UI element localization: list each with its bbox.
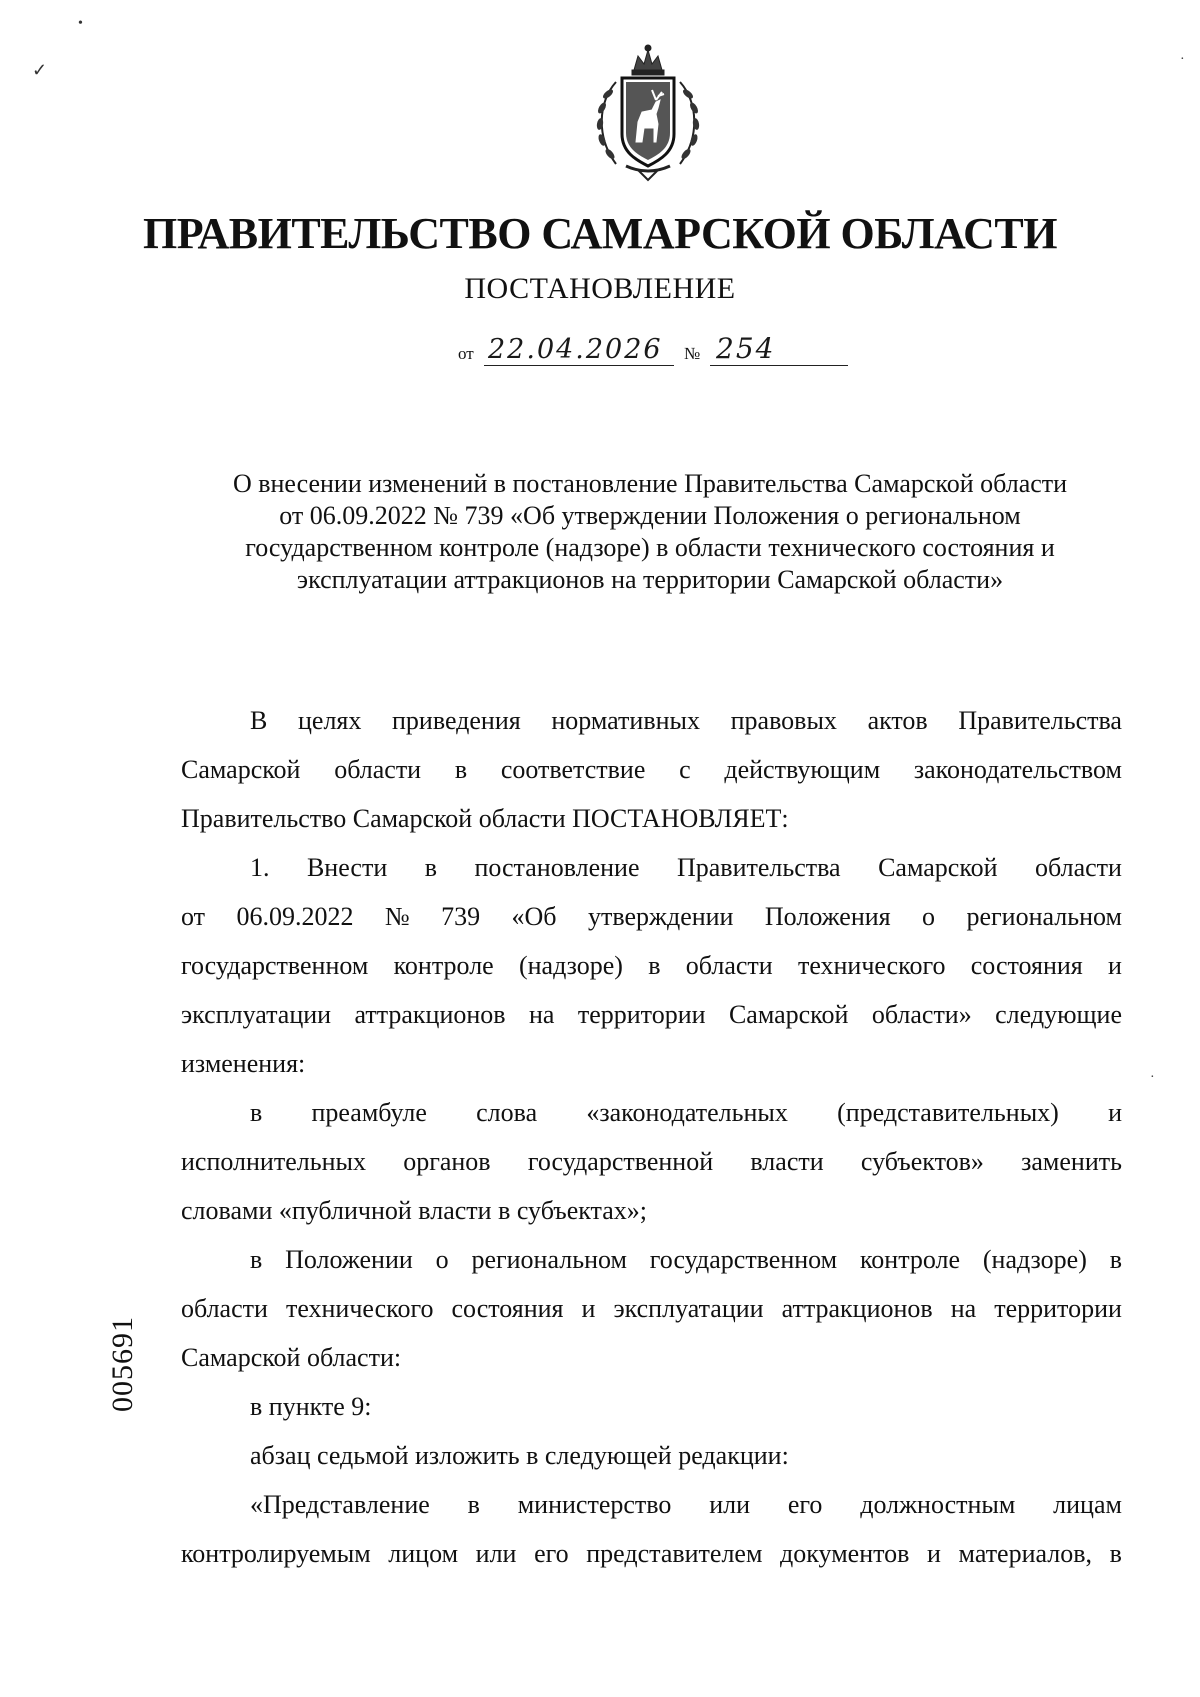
word: «Представление [250, 1490, 430, 1519]
word: Положения [764, 902, 891, 931]
word: в [454, 755, 468, 784]
word: Самарской [181, 755, 301, 784]
subject-line: эксплуатации аттракционов на территории Самарской области» [296, 565, 1004, 594]
word: заменить [1021, 1147, 1122, 1176]
word: следующие [995, 1000, 1122, 1029]
subject-line: государственном контроле (надзоре) в области технического состояния и [245, 533, 1055, 562]
document-subject [190, 468, 1110, 596]
word: слова [476, 1098, 538, 1127]
word: и [1108, 1098, 1122, 1127]
number-value: 254 [716, 332, 776, 365]
word: утверждении [587, 902, 734, 931]
word: (представительных) [837, 1098, 1059, 1127]
word: преамбуле [311, 1098, 427, 1127]
word: аттракционов [781, 1294, 933, 1323]
word: от [181, 902, 206, 931]
scan-speck: • [78, 16, 83, 31]
word: эксплуатации [613, 1294, 764, 1323]
body-line [181, 1235, 1122, 1284]
word: лицам [1053, 1490, 1122, 1519]
word: Правительства [676, 853, 841, 882]
body-line [181, 1480, 1122, 1529]
number-prefix: № [684, 344, 701, 363]
word: представителем [586, 1539, 763, 1568]
word: В [250, 706, 268, 735]
subject-line: от 06.09.2022 № 739 «Об утверждении Положения о региональном [279, 501, 1021, 530]
word: 739 [441, 902, 481, 931]
word: постановление [474, 853, 640, 882]
word: его [534, 1539, 569, 1568]
word: министерство [517, 1490, 672, 1519]
word: контролируемым [181, 1539, 371, 1568]
word: области [1035, 853, 1122, 882]
word: Внести [306, 853, 388, 882]
word: состояния [970, 951, 1083, 980]
word: в [1109, 1539, 1122, 1568]
body-line: Самарской области: [181, 1343, 402, 1372]
word: области [181, 1294, 268, 1323]
body-line: Правительство Самарской области ПОСТАНОВЛЯЕТ: [181, 804, 789, 833]
organization-title: ПРАВИТЕЛЬСТВО САМАРСКОЙ ОБЛАСТИ [143, 209, 1057, 258]
document-body [181, 696, 1122, 1578]
word: и [927, 1539, 941, 1568]
word: Положении [285, 1245, 413, 1274]
word: лицом [388, 1539, 459, 1568]
word: и [1108, 951, 1122, 980]
word: области [334, 755, 422, 784]
word: «Об [511, 902, 557, 931]
body-line: в пункте 9: [250, 1392, 372, 1421]
registration-number: 005691 [106, 1316, 139, 1412]
word: о [435, 1245, 449, 1274]
number-field [710, 331, 848, 366]
document-type: ПОСТАНОВЛЕНИЕ [464, 272, 736, 305]
word: технического [285, 1294, 434, 1323]
word: Самарской [878, 853, 998, 882]
word: территории [994, 1294, 1122, 1323]
body-line: словами «публичной власти в субъектах»; [181, 1196, 647, 1225]
word: и [581, 1294, 596, 1323]
word: 06.09.2022 [236, 902, 354, 931]
word: его [787, 1490, 823, 1519]
body-line [181, 843, 1122, 892]
word: аттракционов [354, 1000, 506, 1029]
scan-mark: ✓ [32, 60, 48, 80]
word: (надзоре) [518, 951, 623, 980]
word: в [467, 1490, 480, 1519]
subject-line: О внесении изменений в постановление Правительства Самарской области [232, 469, 1068, 498]
word: Правительства [958, 706, 1122, 735]
word: на [950, 1294, 977, 1323]
word: с [679, 755, 691, 784]
word: контроле [393, 951, 494, 980]
word: органов [403, 1147, 491, 1176]
word: Самарской [728, 1000, 849, 1029]
word: документов [780, 1539, 910, 1568]
date-prefix: от [458, 344, 474, 363]
word: в [1109, 1245, 1122, 1274]
word: (надзоре) [982, 1245, 1087, 1274]
word: правовых [730, 706, 837, 735]
word: соответствие [500, 755, 646, 784]
word: региональном [966, 902, 1122, 931]
scan-speck: · [1150, 1070, 1155, 1085]
body-line [181, 1088, 1122, 1137]
word: в [250, 1098, 263, 1127]
word: должностным [860, 1490, 1016, 1519]
word: законодательством [913, 755, 1122, 784]
word: в [424, 853, 437, 882]
word: государственном [181, 951, 369, 980]
body-line [181, 1137, 1122, 1186]
word: актов [867, 706, 928, 735]
word: приведения [392, 706, 521, 735]
word: исполнительных [181, 1147, 366, 1176]
word: контроле [859, 1245, 961, 1274]
word: государственной [527, 1147, 714, 1176]
body-line [181, 1284, 1122, 1333]
word: целях [297, 706, 362, 735]
date-value: 22.04.2026 [488, 334, 663, 365]
coat-of-arms-icon [586, 42, 710, 182]
word: или [475, 1539, 517, 1568]
body-line [181, 696, 1122, 745]
word: состояния [451, 1294, 564, 1323]
word: власти [750, 1147, 824, 1176]
word: технического [797, 951, 946, 980]
body-line [181, 892, 1122, 941]
word: государственном [649, 1245, 838, 1274]
word: или [709, 1490, 750, 1519]
word: действующим [724, 755, 881, 784]
word: в [250, 1245, 263, 1274]
word: в [648, 951, 661, 980]
date-field [484, 331, 674, 366]
date-number-line [458, 332, 848, 372]
word: материалов, [958, 1539, 1093, 1568]
body-line: абзац седьмой изложить в следующей редакции: [250, 1441, 789, 1470]
body-line [181, 1529, 1122, 1578]
body-line [181, 941, 1122, 990]
word: субъектов» [860, 1147, 984, 1176]
word: на [528, 1000, 555, 1029]
word: № [384, 902, 410, 931]
word: о [922, 902, 936, 931]
word: области [685, 951, 773, 980]
body-line [181, 990, 1122, 1039]
scan-speck: · [1180, 52, 1185, 67]
body-line: изменения: [181, 1049, 306, 1078]
word: региональном [471, 1245, 627, 1274]
word: территории [577, 1000, 706, 1029]
body-line [181, 745, 1122, 794]
word: нормативных [551, 706, 700, 735]
word: 1. [250, 853, 270, 882]
word: эксплуатации [181, 1000, 332, 1029]
word: области» [871, 1000, 972, 1029]
word: «законодательных [586, 1098, 788, 1127]
